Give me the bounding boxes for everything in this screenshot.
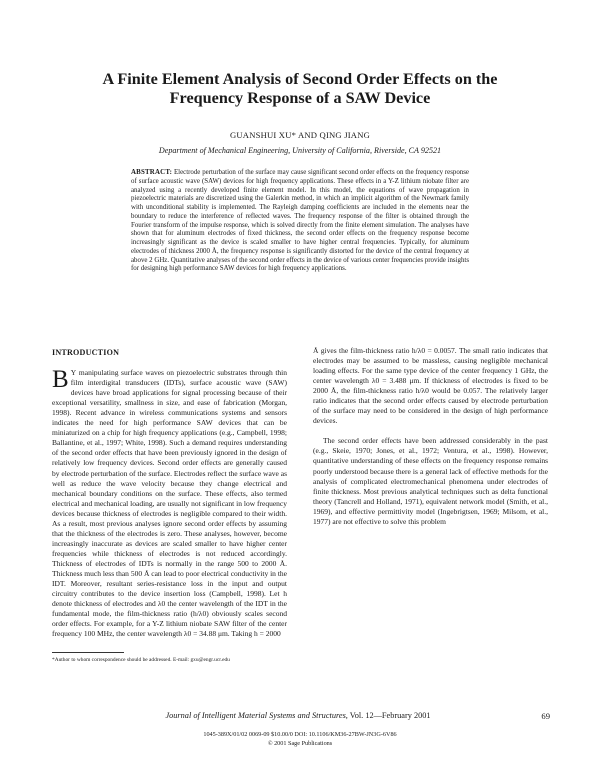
abstract bbox=[131, 169, 469, 274]
drop-cap-continuation: Y bbox=[70, 368, 77, 378]
abstract-text: Electrode perturbation of the surface may cause significant second order effects on the frequency response of surface acoustic wave (SAW) devices for high frequency applications. These effects in a Y-Z lithium niobate filter are analyzed using a recently developed finite element model. In this model, the equations of wave propagation in piezoelectric materials are discretized using the Galerkin method, in which an implicit algorithm of the Newmark family with unconditional stability is implemented. The Rayleigh damping coefficients are included in the elements near the boundary to reduce the interference of reflected waves. The frequency response of the filter is obtained through the Fourier transform of the impulse response, which is solved directly from the finite element simulation. The analyses have shown that for aluminum electrodes of fixed thickness, the second order effects on the frequency response become increasingly significant as the device is scaled smaller to have higher central frequencies. Typically, for aluminum electrodes of thickness 2000 Å, the frequency response is significantly distorted for the device of the central frequency at above 2 GHz. Quantitative analyses of the second order effects in the device of various center frequencies provide insights for designing high performance SAW devices for high frequency applications. bbox=[131, 169, 469, 273]
body-text-columns bbox=[52, 348, 287, 639]
footnote: *Author to whom correspondence should be addressed. E-mail: gxu@engr.ucr.edu bbox=[52, 657, 230, 663]
footnote-rule bbox=[52, 652, 124, 653]
intro-paragraph-1-continued: Å gives the film-thickness ratio h/λ0 = 0.0057. The small ratio indicates that electrodes may be assumed to be massless, causing negligible mechanical loading effects. For the same type device of the center frequency 1 GHz, the center wavelength λ0 = 3.488 μm. If thickness of electrodes is fixed to be 2000 Å, the film-thickness ratio h/λ0 would be 0.057. The relatively larger ratio indicates that the second order effects caused by electrode perturbation of the surface may need to be considered in the design of high performance devices. bbox=[313, 346, 548, 426]
page-number: 69 bbox=[541, 711, 550, 721]
journal-citation bbox=[118, 711, 478, 720]
title-line-2: Frequency Response of a SAW Device bbox=[169, 89, 431, 107]
intro-paragraph-1-text: manipulating surface waves on piezoelectric substrates through thin film interdigital transducers (IDTs), surface acoustic wave (SAW) devices have broad applications for signal processing because of their exceptional versatility, smallness in size, and ease of fabrication (Morgan, 1998). Recent advance in wireless communications systems and sensors indicates the need for high performance SAW devices that can be miniaturized on a chip for high frequency applications (e.g., Campbell, 1998; Ballantine, et al., 1997; White, 1998). Such a demand requires understanding of the second order effects that have been previously ignored in the design of relatively low frequency devices. Second order effects are generally caused by electrode perturbation of the surface. Electrodes reflect the surface wave as well as reduce the wave velocity because they change electrical and mechanical boundary conditions on the surface. These effects, also termed electrical and mechanical loading, are usually not significant in low frequency devices because thickness of electrodes is negligible compared to their width. As a result, most previous analyses ignore second order effects by assuming that the thickness of the electrodes is zero. These analyses, however, become increasingly inaccurate as devices are scaled smaller to have higher center frequencies while thickness of electrodes is not reduced accordingly. Thickness of electrodes of IDTs is normally in the range 500 to 2000 Å. Thickness much less than 500 Å can lead to poor electrical conductivity in the IDT. Moreover, resultant series-resistance loss in the input and output circuitry contributes to the device insertion loss (Campbell, 1998). Let h denote thickness of electrodes and λ0 the center wavelength of the IDT in the fundamental mode, the film-thickness ratio (h/λ0) obviously scales second order effects. For example, for a Y-Z lithium niobate SAW filter of the center frequency 100 MHz, the center wavelength λ0 = 34.88 μm. Taking h = 2000 bbox=[52, 368, 287, 639]
abstract-label: ABSTRACT: bbox=[131, 169, 173, 176]
intro-paragraph-2: The second order effects have been addressed considerably in the past (e.g., Skeie, 1970; Jones, et al., 1972; Ventura, et al., 1998). However, quantitative understanding of these effects on the frequency response remains poorly understood because there is a general lack of effective methods for the analysis of complicated electromechanical phenomena under electrodes of finite thickness. Most previous analytical techniques such as delta functional theory (Tancrell and Holland, 1971), equivalent network model (Smith, et al., 1969), and effective permittivity model (Ingebrigtsen, 1969; Milsom, et al., 1977) are not effective to solve this problem bbox=[313, 436, 548, 526]
doi-line: 1045-389X/01/02 0069-09 $10.00/0 DOI: 10.1106/KM36-27BW-JN3G-6V86 bbox=[203, 731, 397, 738]
paper-title bbox=[60, 70, 540, 108]
body-text-column-right bbox=[313, 346, 548, 527]
affiliation: Department of Mechanical Engineering, University of California, Riverside, CA 92521 bbox=[158, 146, 442, 155]
journal-issue: Vol. 12—February 2001 bbox=[347, 711, 431, 720]
title-line-1: A Finite Element Analysis of Second Order Effects on the bbox=[102, 70, 498, 88]
intro-paragraph-1 bbox=[52, 368, 287, 639]
section-heading-introduction: INTRODUCTION bbox=[52, 348, 120, 357]
journal-name: Journal of Intelligent Material Systems and Structures, bbox=[165, 711, 348, 720]
copyright-line: © 2001 Sage Publications bbox=[267, 740, 333, 747]
drop-cap: B bbox=[52, 366, 69, 394]
author-list: GUANSHUI XU* AND QING JIANG bbox=[229, 130, 371, 140]
